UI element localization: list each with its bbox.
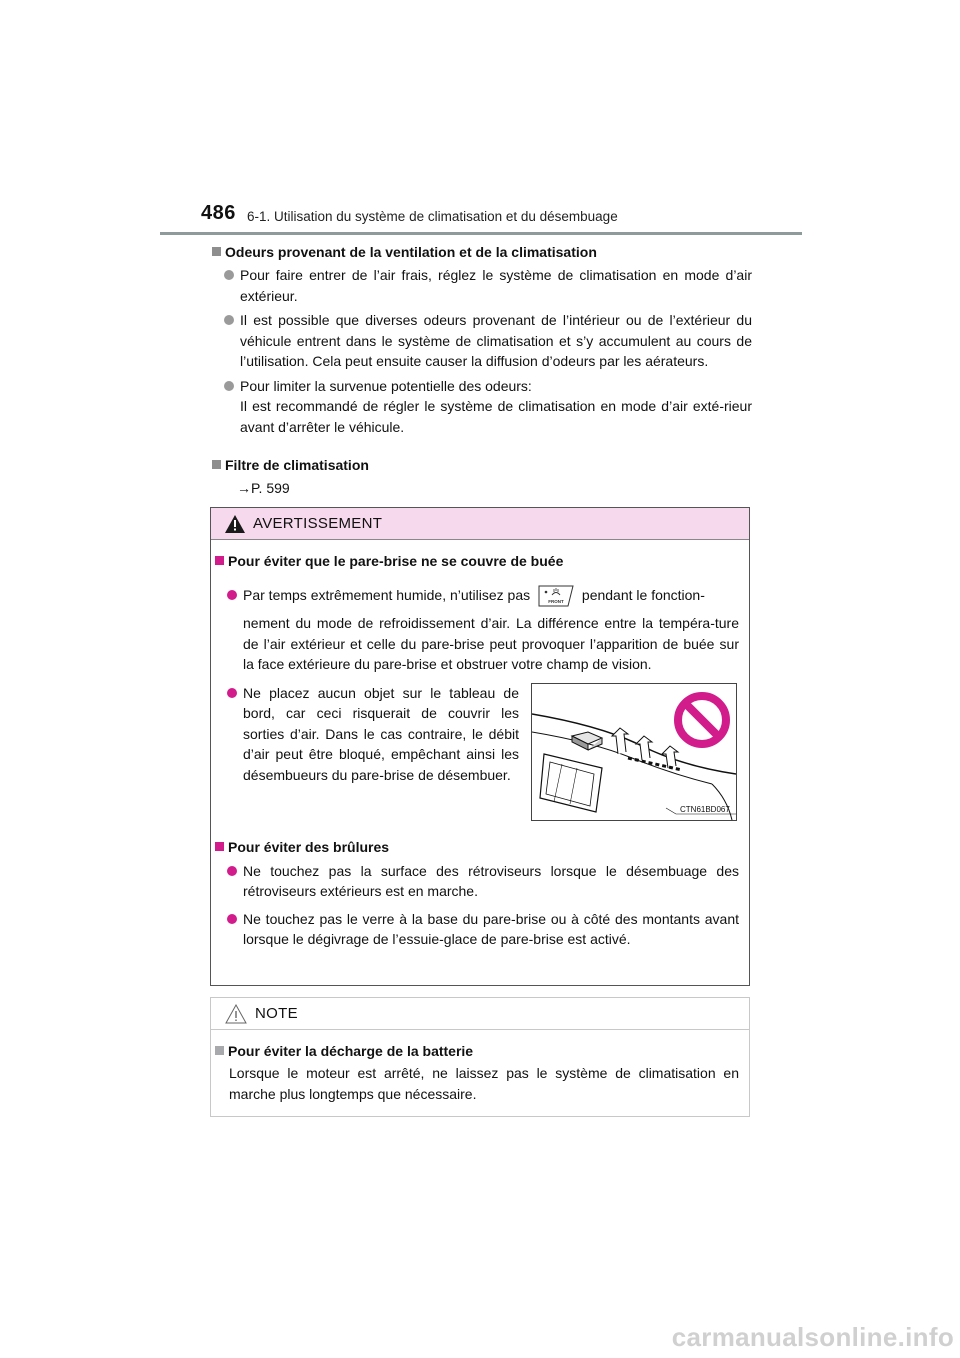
dashboard-illustration — [531, 683, 737, 821]
warning-header — [211, 508, 749, 540]
section-heading-text: Odeurs provenant de la ventilation et de la climatisation — [225, 244, 597, 260]
bullet-dot-icon — [227, 866, 237, 876]
bullet-dot-icon — [224, 315, 234, 325]
list-item — [215, 861, 739, 902]
note-header — [211, 998, 749, 1030]
list-item-text: pendant le fonction- — [581, 587, 705, 603]
section-heading — [212, 242, 752, 262]
list-item-text: Ne touchez pas le verre à la base du pare-brise ou à côté des montants avant lorsque le dégivrage de l’essuie-glace de pare-brise est activé. — [243, 910, 739, 948]
front-button-label: FRONT — [548, 599, 564, 605]
square-bullet-icon — [215, 842, 224, 851]
page-number: 486 — [201, 202, 236, 224]
note-heading-text: Pour éviter la décharge de la batterie — [228, 1043, 474, 1059]
square-bullet-icon — [215, 1046, 224, 1055]
section-odeurs — [212, 242, 752, 437]
bullet-dot-icon — [227, 688, 237, 698]
bullet-dot-icon — [227, 914, 237, 924]
list-item-text: nement du mode de refroidissement d’air. La différence entre la tempéra-ture de l’air extérieur et celle du pare-brise peut provoquer l’apparition de buée sur la face extérieure du pare-brise et obstruer votre champ de vision. — [243, 615, 739, 673]
warning-section-heading-text: Pour éviter des brûlures — [228, 838, 390, 855]
note-text — [215, 1063, 739, 1104]
bullet-dot-icon — [227, 590, 237, 600]
watermark: carmanualsonline.info — [671, 1322, 954, 1352]
warning-triangle-icon — [225, 515, 245, 533]
header-rule — [160, 232, 802, 235]
list-item-text: Par temps extrêmement humide, n’utilisez pas — [243, 587, 531, 603]
front-defogger-button-icon — [538, 585, 574, 607]
chapter-title: 6-1. Utilisation du système de climatisation et du désembuage — [247, 209, 618, 224]
section-filtre — [212, 455, 752, 498]
section-heading — [212, 455, 752, 475]
note-heading — [215, 1041, 739, 1061]
list-item-text: Pour faire entrer de l’air frais, réglez le système de climatisation en mode d’air extérieur. — [240, 267, 752, 304]
warning-section-heading — [215, 837, 739, 857]
note-title: NOTE — [255, 1005, 298, 1022]
list-item — [215, 683, 519, 786]
bullet-dot-icon — [224, 381, 234, 391]
figure-code: CTN61BD067 — [680, 804, 730, 814]
note-text-content: Lorsque le moteur est arrêté, ne laissez pas le système de climatisation en marche plus longtemps que nécessaire. — [229, 1065, 739, 1102]
warning-title: AVERTISSEMENT — [253, 515, 383, 532]
caution-triangle-icon — [225, 1004, 247, 1024]
list-item-continuation — [215, 613, 739, 675]
note-box — [210, 997, 750, 1117]
list-item — [212, 310, 752, 372]
warning-section-heading-text: Pour éviter que le pare-brise ne se couvre de buée — [228, 553, 564, 569]
list-item — [212, 265, 752, 306]
list-item — [215, 909, 739, 950]
warning-figure-row — [215, 683, 739, 831]
bullet-dot-icon — [224, 270, 234, 280]
warning-box — [210, 507, 750, 986]
list-item-text: Pour limiter la survenue potentielle des odeurs: — [240, 377, 532, 394]
square-bullet-icon — [212, 247, 221, 256]
list-item-text: Il est possible que diverses odeurs provenant de l’intérieur ou de l’extérieur du véhicule entrent dans le système de climatisation et s’y accumulent au cours de l’utilisation. Cela peut ensuite causer la diffusion d’odeurs par les aérateurs. — [240, 312, 752, 369]
square-bullet-icon — [212, 460, 221, 469]
list-item — [215, 584, 739, 607]
warning-section-heading — [215, 551, 739, 571]
list-item-text: Ne placez aucun objet sur le tableau de bord, car ceci risquerait de couvrir les sorties d’air. Dans le cas contraire, le débit d’air peut être bloqué, empêchant ainsi les désembueurs du pare-brise de désembuer. — [243, 684, 519, 783]
square-bullet-icon — [215, 556, 224, 565]
page-reference-link[interactable]: →P. 599 — [237, 480, 290, 496]
list-item-text: Ne touchez pas la surface des rétroviseurs lorsque le désembuage des rétroviseurs extérieurs est en marche. — [243, 862, 739, 900]
list-item-text: Il est recommandé de régler le système de climatisation en mode d’air exté-rieur avant d’arrêter le véhicule. — [240, 398, 752, 435]
dashboard-vents-illustration-icon — [532, 684, 736, 820]
list-item — [212, 376, 752, 438]
section-heading-text: Filtre de climatisation — [225, 457, 369, 473]
